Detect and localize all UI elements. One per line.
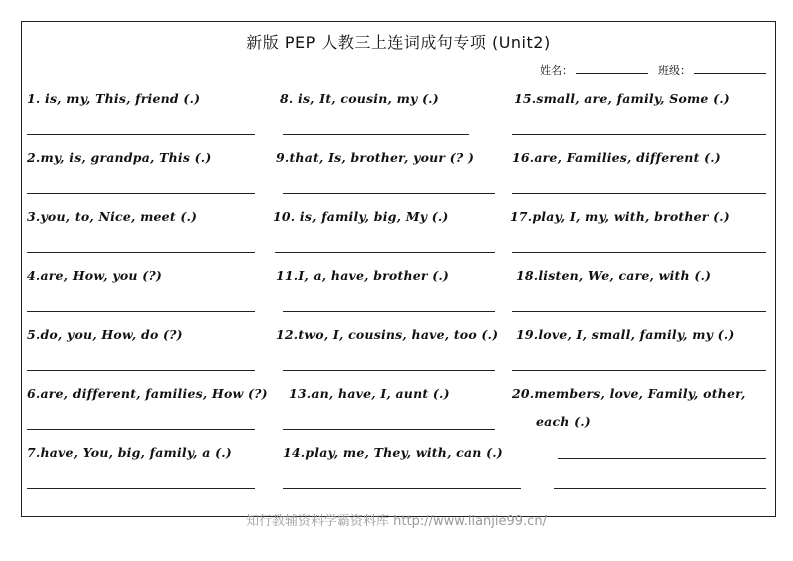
name-blank[interactable]: [576, 63, 648, 74]
answer-line-2[interactable]: [27, 193, 255, 194]
question-13: 13.an, have, I, aunt (.): [289, 386, 450, 401]
question-9: 9.that, Is, brother, your (? ): [276, 150, 475, 165]
answer-line-8[interactable]: [283, 134, 469, 135]
question-7: 7.have, You, big, family, a (.): [27, 445, 232, 460]
question-4: 4.are, How, you (?): [27, 268, 162, 283]
answer-line-18[interactable]: [512, 311, 766, 312]
answer-line-3[interactable]: [27, 252, 255, 253]
question-11: 11.I, a, have, brother (.): [276, 268, 450, 283]
answer-line-16[interactable]: [512, 193, 766, 194]
class-field[interactable]: [658, 62, 766, 78]
question-8: 8. is, It, cousin, my (.): [280, 91, 439, 106]
page-title: 新版 PEP 人教三上连词成句专项 (Unit2): [246, 33, 551, 52]
answer-line-14[interactable]: [283, 488, 521, 489]
question-5: 5.do, you, How, do (?): [27, 327, 183, 342]
question-20-continued: each (.): [536, 414, 591, 429]
question-15: 15.small, are, family, Some (.): [514, 91, 730, 106]
question-16: 16.are, Families, different (.): [512, 150, 721, 165]
answer-line-19[interactable]: [512, 370, 766, 371]
question-12: 12.two, I, cousins, have, too (.): [276, 327, 499, 342]
answer-line-9[interactable]: [283, 193, 495, 194]
question-1: 1. is, my, This, friend (.): [27, 91, 201, 106]
question-6: 6.are, different, families, How (?): [27, 386, 268, 401]
question-18: 18.listen, We, care, with (.): [516, 268, 712, 283]
answer-line-13[interactable]: [283, 429, 495, 430]
answer-line-20a[interactable]: [558, 458, 766, 459]
answer-line-11[interactable]: [283, 311, 495, 312]
class-blank[interactable]: [694, 63, 766, 74]
name-field[interactable]: [540, 62, 648, 78]
class-label: 班级：: [658, 64, 691, 77]
question-2: 2.my, is, grandpa, This (.): [27, 150, 212, 165]
answer-line-15[interactable]: [512, 134, 766, 135]
question-20: 20.members, love, Family, other,: [512, 386, 746, 401]
answer-line-1[interactable]: [27, 134, 255, 135]
question-3: 3.you, to, Nice, meet (.): [27, 209, 198, 224]
answer-line-6[interactable]: [27, 429, 255, 430]
answer-line-12[interactable]: [283, 370, 495, 371]
answer-line-5[interactable]: [27, 370, 255, 371]
student-info: [540, 62, 766, 78]
answer-line-10[interactable]: [275, 252, 495, 253]
answer-line-7[interactable]: [27, 488, 255, 489]
question-10: 10. is, family, big, My (.): [273, 209, 449, 224]
name-label: 姓名：: [540, 64, 573, 77]
question-17: 17.play, I, my, with, brother (.): [510, 209, 730, 224]
question-19: 19.love, I, small, family, my (.): [516, 327, 735, 342]
question-14: 14.play, me, They, with, can (.): [283, 445, 503, 460]
answer-line-17[interactable]: [512, 252, 766, 253]
answer-line-20b[interactable]: [554, 488, 766, 489]
footer-watermark: 知行教辅资料学霸资料库 http://www.lianjie99.cn/: [246, 514, 547, 529]
answer-line-4[interactable]: [27, 311, 255, 312]
